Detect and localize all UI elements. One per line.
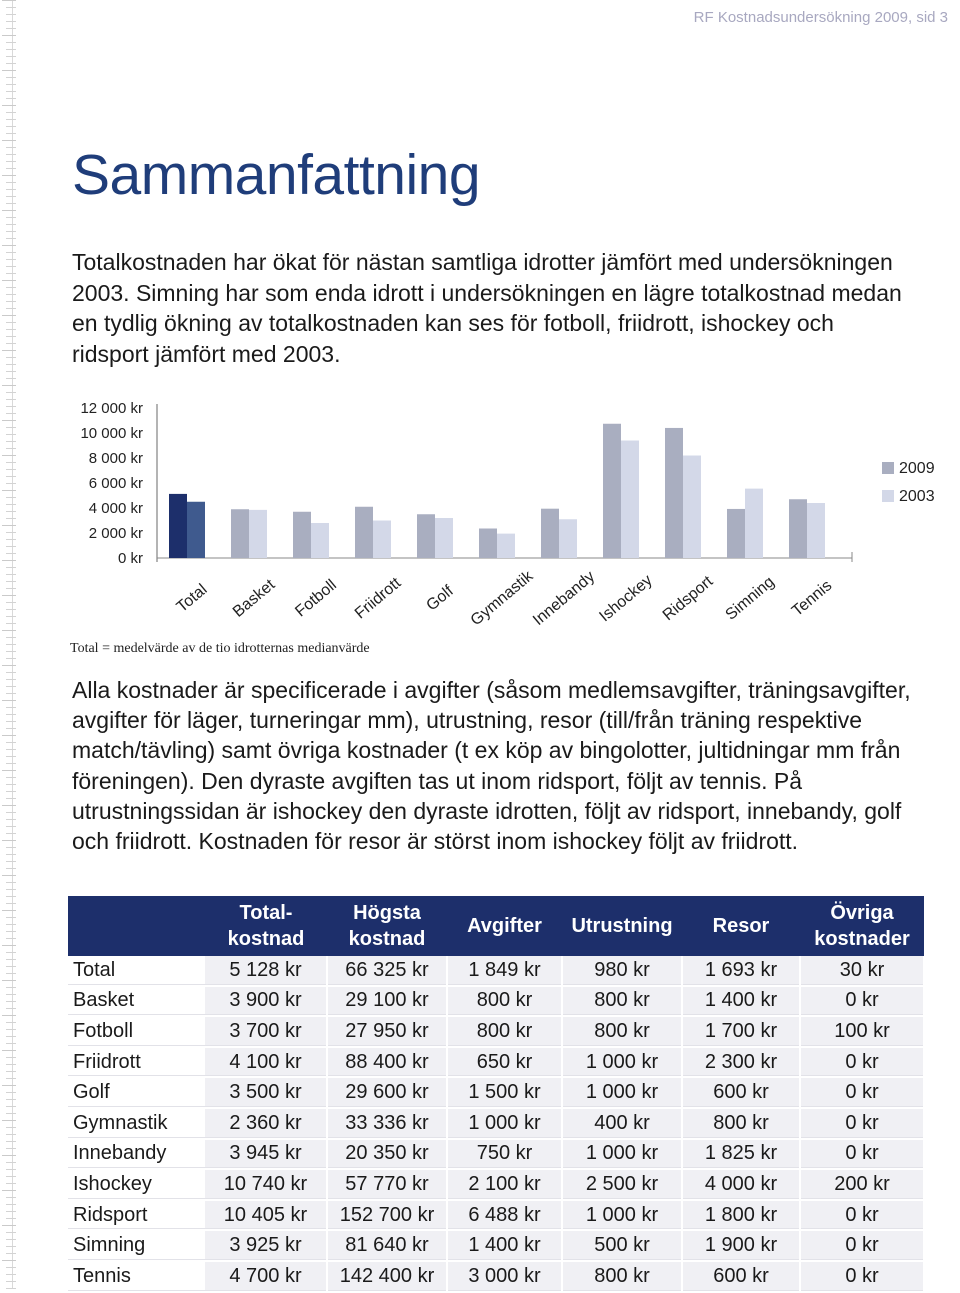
bar-2009 bbox=[727, 509, 745, 558]
cost-cell: 1 500 kr bbox=[447, 1077, 562, 1108]
cost-cell: 800 kr bbox=[562, 986, 682, 1017]
x-category-label: Total bbox=[173, 581, 211, 616]
legend-swatch-2003 bbox=[882, 490, 894, 502]
cost-table bbox=[68, 896, 925, 1293]
cost-cell: 57 770 kr bbox=[327, 1169, 447, 1200]
sport-name-cell: Basket bbox=[68, 986, 205, 1017]
cost-cell: 500 kr bbox=[562, 1230, 682, 1261]
cost-cell: 400 kr bbox=[562, 1108, 682, 1139]
cost-cell: 1 900 kr bbox=[682, 1230, 800, 1261]
cost-cell: 0 kr bbox=[800, 986, 924, 1017]
table-header-cell bbox=[205, 896, 327, 956]
cost-cell: 600 kr bbox=[682, 1261, 800, 1292]
header-line: Total- bbox=[239, 902, 293, 924]
sport-name-cell: Friidrott bbox=[68, 1047, 205, 1078]
cost-cell: 1 000 kr bbox=[562, 1200, 682, 1231]
cost-cell: 81 640 kr bbox=[327, 1230, 447, 1261]
cost-cell: 27 950 kr bbox=[327, 1016, 447, 1047]
cost-cell: 29 600 kr bbox=[327, 1077, 447, 1108]
bar-2009 bbox=[479, 529, 497, 559]
y-tick-label: 0 kr bbox=[117, 550, 143, 567]
table-row bbox=[68, 1047, 924, 1078]
cost-cell: 800 kr bbox=[562, 1261, 682, 1292]
legend-label: 2003 bbox=[899, 488, 935, 505]
bar-2003 bbox=[621, 441, 639, 559]
cost-cell: 1 800 kr bbox=[682, 1200, 800, 1231]
table-row bbox=[68, 956, 924, 986]
y-tick-label: 2 000 kr bbox=[88, 525, 143, 542]
cost-cell: 1 000 kr bbox=[447, 1108, 562, 1139]
sport-name-cell: Golf bbox=[68, 1077, 205, 1108]
cost-cell: 142 400 kr bbox=[327, 1261, 447, 1292]
bar-2009 bbox=[417, 514, 435, 558]
cost-cell: 1 693 kr bbox=[682, 956, 800, 986]
cost-cell: 650 kr bbox=[447, 1047, 562, 1078]
sport-name-cell: Gymnastik bbox=[68, 1108, 205, 1139]
table-header-cell bbox=[327, 896, 447, 956]
intro-paragraph: Totalkostnaden har ökat för nästan samtliga idrotter jämfört med undersökningen 2003. Simning har som enda idrott i undersökningen en lägre totalkostnad medan en tydlig ökning av totalkostnaden kan ses för fotboll, friidrott, ishockey och ridsport jämfört med 2003. bbox=[72, 249, 902, 367]
cost-cell: 2 100 kr bbox=[447, 1169, 562, 1200]
chart-footnote: Total = medelvärde av de tio idrotternas medianvärde bbox=[70, 641, 370, 656]
y-tick-label: 6 000 kr bbox=[88, 475, 143, 492]
header-line: Högsta bbox=[353, 902, 421, 924]
bar-2003 bbox=[559, 519, 577, 558]
cost-cell: 0 kr bbox=[800, 1200, 924, 1231]
bar-2009 bbox=[541, 509, 559, 558]
sport-name-cell: Innebandy bbox=[68, 1139, 205, 1170]
table-row bbox=[68, 1016, 924, 1047]
bar-2009 bbox=[355, 507, 373, 558]
cost-cell: 152 700 kr bbox=[327, 1200, 447, 1231]
bar-2009 bbox=[665, 428, 683, 558]
cost-cell: 1 400 kr bbox=[682, 986, 800, 1017]
cost-cell: 0 kr bbox=[800, 1261, 924, 1292]
cost-cell: 800 kr bbox=[447, 1016, 562, 1047]
table-row bbox=[68, 1077, 924, 1108]
bar-2003 bbox=[745, 489, 763, 558]
cost-cell: 750 kr bbox=[447, 1139, 562, 1170]
table-body bbox=[68, 956, 924, 1292]
y-tick-label: 12 000 kr bbox=[80, 400, 143, 417]
table-row bbox=[68, 986, 924, 1017]
x-category-label: Ridsport bbox=[659, 572, 717, 625]
legend-swatch-2009 bbox=[882, 462, 894, 474]
cost-cell: 800 kr bbox=[682, 1108, 800, 1139]
table-row bbox=[68, 1261, 924, 1292]
bar-2003 bbox=[683, 456, 701, 559]
y-tick-label: 4 000 kr bbox=[88, 500, 143, 517]
table-row bbox=[68, 1139, 924, 1170]
cost-cell: 100 kr bbox=[800, 1016, 924, 1047]
cost-cell: 0 kr bbox=[800, 1077, 924, 1108]
cost-cell: 600 kr bbox=[682, 1077, 800, 1108]
page-header: RF Kostnadsundersökning 2009, sid 3 bbox=[693, 9, 948, 26]
cost-cell: 10 405 kr bbox=[205, 1200, 327, 1231]
details-paragraph: Alla kostnader är specificerade i avgifter (såsom medlemsavgifter, träningsavgifter, avgifter för läger, turneringar mm), utrustning, resor (till/från träning respektive match/tävling) samt övriga kostnader (t ex köp av bingolotter, jultidningar mm från föreningen). Den dyraste avgiften tas ut inom ridsport, följt av tennis. På utrustningssidan är ishockey den dyraste idrotten, följt av ridsport, innebandy, golf och friidrott. Kostnaden för resor är störst inom ishockey följt av friidrott. bbox=[72, 677, 911, 855]
cost-bar-chart bbox=[60, 396, 940, 666]
cost-cell: 1 000 kr bbox=[562, 1047, 682, 1078]
cost-cell: 200 kr bbox=[800, 1169, 924, 1200]
bar-2003 bbox=[373, 521, 391, 559]
cost-cell: 1 849 kr bbox=[447, 956, 562, 986]
cost-cell: 0 kr bbox=[800, 1230, 924, 1261]
sport-name-cell: Fotboll bbox=[68, 1016, 205, 1047]
bar-2003 bbox=[497, 534, 515, 558]
bar-2003 bbox=[807, 503, 825, 558]
bar-2009 bbox=[293, 512, 311, 558]
cost-cell: 6 488 kr bbox=[447, 1200, 562, 1231]
table-header-cell bbox=[68, 896, 205, 956]
cost-cell: 33 336 kr bbox=[327, 1108, 447, 1139]
bar-2009 bbox=[169, 494, 187, 558]
cost-cell: 2 300 kr bbox=[682, 1047, 800, 1078]
sport-name-cell: Tennis bbox=[68, 1261, 205, 1292]
header-line: kostnad bbox=[348, 928, 426, 950]
cost-cell: 1 000 kr bbox=[562, 1139, 682, 1170]
x-category-label: Basket bbox=[229, 576, 279, 621]
legend-label: 2009 bbox=[899, 460, 935, 477]
cost-cell: 1 825 kr bbox=[682, 1139, 800, 1170]
cost-cell: 1 400 kr bbox=[447, 1230, 562, 1261]
cost-cell: 1 000 kr bbox=[562, 1077, 682, 1108]
y-tick-label: 10 000 kr bbox=[80, 425, 143, 442]
x-category-label: Golf bbox=[423, 582, 457, 615]
bar-2003 bbox=[435, 518, 453, 558]
header-line: Övriga bbox=[830, 902, 894, 924]
cost-cell: 88 400 kr bbox=[327, 1047, 447, 1078]
header-line: Avgifter bbox=[467, 915, 542, 937]
cost-cell: 800 kr bbox=[562, 1016, 682, 1047]
cost-cell: 4 000 kr bbox=[682, 1169, 800, 1200]
cost-cell: 20 350 kr bbox=[327, 1139, 447, 1170]
table-row bbox=[68, 1200, 924, 1231]
x-category-label: Ishockey bbox=[596, 571, 656, 626]
cost-cell: 3 900 kr bbox=[205, 986, 327, 1017]
table-header-cell bbox=[562, 896, 682, 956]
cost-cell: 3 500 kr bbox=[205, 1077, 327, 1108]
table-row bbox=[68, 1230, 924, 1261]
bar-2003 bbox=[187, 502, 205, 558]
cost-cell: 0 kr bbox=[800, 1108, 924, 1139]
cost-cell: 3 945 kr bbox=[205, 1139, 327, 1170]
table-header-cell bbox=[800, 896, 924, 956]
sport-name-cell: Simning bbox=[68, 1230, 205, 1261]
bar-2009 bbox=[789, 499, 807, 558]
header-line: kostnad bbox=[227, 928, 305, 950]
cost-cell: 0 kr bbox=[800, 1047, 924, 1078]
page-title: Sammanfattning bbox=[72, 143, 481, 207]
cost-cell: 10 740 kr bbox=[205, 1169, 327, 1200]
cost-cell: 2 500 kr bbox=[562, 1169, 682, 1200]
page-ruler bbox=[0, 0, 22, 1289]
y-tick-label: 8 000 kr bbox=[88, 450, 143, 467]
sport-name-cell: Ridsport bbox=[68, 1200, 205, 1231]
table-header-row bbox=[68, 896, 924, 956]
cost-cell: 5 128 kr bbox=[205, 956, 327, 986]
x-category-label: Tennis bbox=[788, 577, 836, 620]
cost-cell: 800 kr bbox=[447, 986, 562, 1017]
header-line: kostnader bbox=[814, 928, 910, 950]
table-header-cell bbox=[447, 896, 562, 956]
cost-cell: 3 700 kr bbox=[205, 1016, 327, 1047]
cost-cell: 29 100 kr bbox=[327, 986, 447, 1017]
cost-cell: 3 000 kr bbox=[447, 1261, 562, 1292]
cost-cell: 0 kr bbox=[800, 1139, 924, 1170]
x-category-label: Friidrott bbox=[351, 574, 405, 623]
cost-cell: 4 700 kr bbox=[205, 1261, 327, 1292]
sport-name-cell: Total bbox=[68, 956, 205, 986]
x-category-label: Innebandy bbox=[530, 568, 599, 630]
x-category-label: Gymnastik bbox=[467, 567, 537, 630]
cost-cell: 3 925 kr bbox=[205, 1230, 327, 1261]
x-category-label: Simning bbox=[722, 573, 778, 624]
table-row bbox=[68, 1108, 924, 1139]
table-row bbox=[68, 1169, 924, 1200]
header-line: Utrustning bbox=[571, 915, 673, 937]
bar-2003 bbox=[249, 510, 267, 558]
table-header-cell bbox=[682, 896, 800, 956]
bar-2003 bbox=[311, 523, 329, 558]
bar-2009 bbox=[603, 424, 621, 558]
cost-cell: 2 360 kr bbox=[205, 1108, 327, 1139]
bar-2009 bbox=[231, 509, 249, 558]
x-category-label: Fotboll bbox=[292, 576, 340, 621]
header-line: Resor bbox=[712, 915, 770, 937]
sport-name-cell: Ishockey bbox=[68, 1169, 205, 1200]
cost-cell: 66 325 kr bbox=[327, 956, 447, 986]
cost-cell: 1 700 kr bbox=[682, 1016, 800, 1047]
cost-cell: 4 100 kr bbox=[205, 1047, 327, 1078]
cost-cell: 30 kr bbox=[800, 956, 924, 986]
cost-cell: 980 kr bbox=[562, 956, 682, 986]
